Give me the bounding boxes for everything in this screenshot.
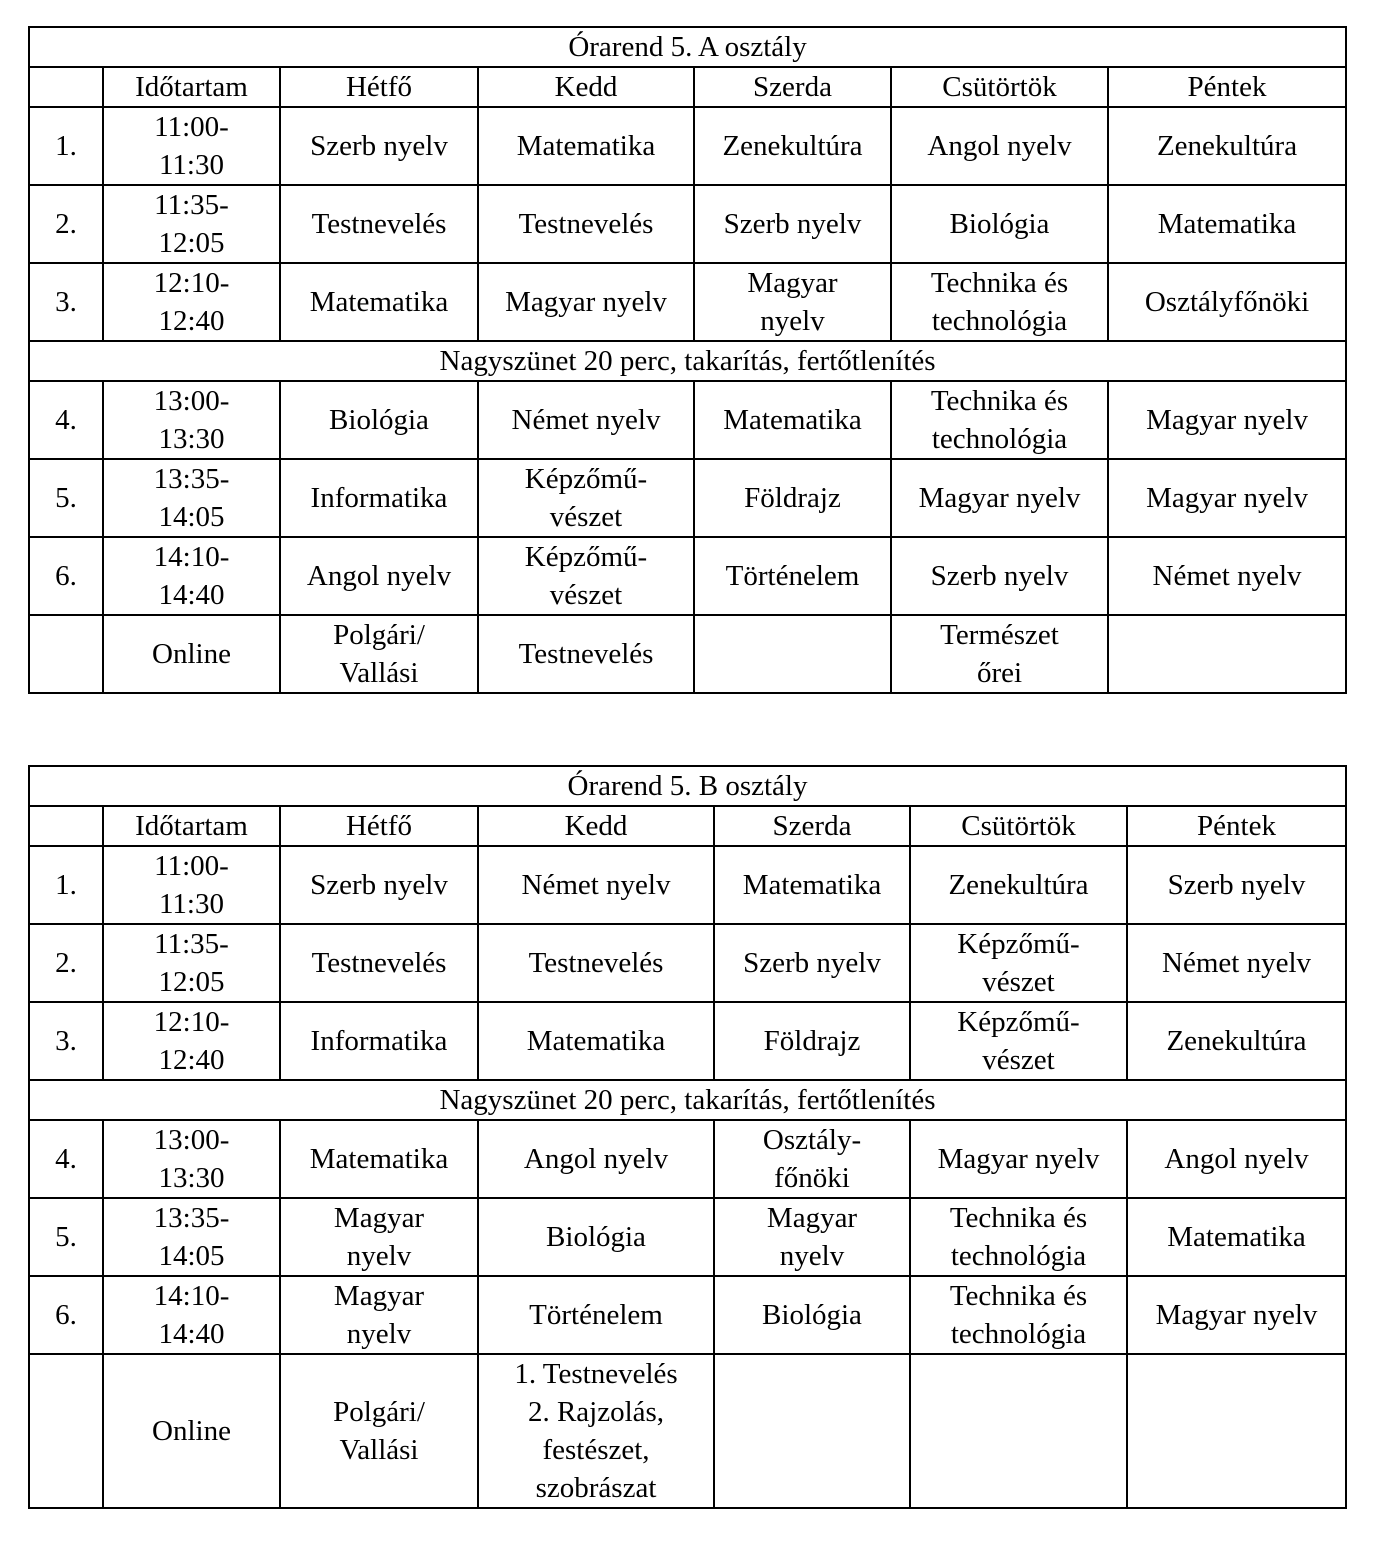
table-row [29, 924, 1346, 1002]
column-header: Szerda [694, 67, 891, 107]
subject-cell: Német nyelv [1108, 537, 1346, 615]
online-row [29, 1354, 1346, 1508]
subject-cell: Földrajz [714, 1002, 910, 1080]
title-row [29, 766, 1346, 806]
time-slot: 13:00- 13:30 [103, 1120, 280, 1198]
subject-cell: Technika és technológia [910, 1276, 1127, 1354]
subject-cell: Testnevelés [478, 924, 714, 1002]
table-row [29, 537, 1346, 615]
online-row [29, 615, 1346, 693]
time-slot: 11:35- 12:05 [103, 924, 280, 1002]
subject-cell: Szerb nyelv [1127, 846, 1346, 924]
period-number: 6. [29, 1276, 103, 1354]
column-header: Péntek [1108, 67, 1346, 107]
period-number: 6. [29, 537, 103, 615]
subject-cell: Képzőmű- vészet [910, 924, 1127, 1002]
time-slot: 14:10- 14:40 [103, 1276, 280, 1354]
subject-cell: Magyar nyelv [1108, 381, 1346, 459]
time-slot: 13:00- 13:30 [103, 381, 280, 459]
title-row [29, 27, 1346, 67]
subject-cell: Testnevelés [280, 924, 478, 1002]
subject-cell: Magyar nyelv [1108, 459, 1346, 537]
subject-cell: Biológia [714, 1276, 910, 1354]
subject-cell: Zenekultúra [1108, 107, 1346, 185]
subject-cell: Testnevelés [280, 185, 478, 263]
subject-cell: Technika és technológia [891, 263, 1108, 341]
subject-cell: Matematika [694, 381, 891, 459]
header-row [29, 67, 1346, 107]
subject-cell: Informatika [280, 1002, 478, 1080]
online-subject-cell: Testnevelés [478, 615, 694, 693]
time-slot: 14:10- 14:40 [103, 537, 280, 615]
table-row [29, 185, 1346, 263]
table-row [29, 263, 1346, 341]
subject-cell: Zenekultúra [910, 846, 1127, 924]
subject-cell: Magyar nyelv [910, 1120, 1127, 1198]
column-header [29, 806, 103, 846]
column-header: Csütörtök [891, 67, 1108, 107]
period-number: 4. [29, 381, 103, 459]
subject-cell: Német nyelv [478, 381, 694, 459]
subject-cell: Képzőmű- vészet [910, 1002, 1127, 1080]
time-slot: 13:35- 14:05 [103, 459, 280, 537]
period-number: 2. [29, 924, 103, 1002]
period-number: 5. [29, 1198, 103, 1276]
time-slot: 11:00- 11:30 [103, 846, 280, 924]
subject-cell: Biológia [280, 381, 478, 459]
subject-cell: Magyar nyelv [891, 459, 1108, 537]
subject-cell: Matematika [280, 263, 478, 341]
subject-cell: Angol nyelv [280, 537, 478, 615]
timetable-5b [28, 765, 1347, 1509]
table-row [29, 1276, 1346, 1354]
period-number: 4. [29, 1120, 103, 1198]
subject-cell: Történelem [478, 1276, 714, 1354]
subject-cell: Szerb nyelv [694, 185, 891, 263]
table-row [29, 459, 1346, 537]
subject-cell: Matematika [478, 107, 694, 185]
subject-cell: Biológia [478, 1198, 714, 1276]
subject-cell: Magyar nyelv [714, 1198, 910, 1276]
subject-cell: Matematika [1127, 1198, 1346, 1276]
column-header: Hétfő [280, 67, 478, 107]
subject-cell: Magyar nyelv [280, 1276, 478, 1354]
online-subject-cell [29, 1354, 103, 1508]
online-subject-cell [714, 1354, 910, 1508]
period-number: 3. [29, 1002, 103, 1080]
time-slot: 11:00- 11:30 [103, 107, 280, 185]
subject-cell: Technika és technológia [910, 1198, 1127, 1276]
subject-cell: Képzőmű- vészet [478, 459, 694, 537]
subject-cell: Angol nyelv [1127, 1120, 1346, 1198]
column-header: Hétfő [280, 806, 478, 846]
subject-cell: Képzőmű- vészet [478, 537, 694, 615]
table-row [29, 1198, 1346, 1276]
header-row [29, 806, 1346, 846]
subject-cell: Szerb nyelv [891, 537, 1108, 615]
subject-cell: Matematika [280, 1120, 478, 1198]
table-title: Órarend 5. A osztály [29, 27, 1346, 67]
online-subject-cell: Polgári/ Vallási [280, 1354, 478, 1508]
column-header: Időtartam [103, 67, 280, 107]
subject-cell: Magyar nyelv [280, 1198, 478, 1276]
table-row [29, 846, 1346, 924]
time-slot: 11:35- 12:05 [103, 185, 280, 263]
column-header: Kedd [478, 806, 714, 846]
subject-cell: Angol nyelv [478, 1120, 714, 1198]
column-header: Péntek [1127, 806, 1346, 846]
time-slot: 13:35- 14:05 [103, 1198, 280, 1276]
subject-cell: Angol nyelv [891, 107, 1108, 185]
subject-cell: Informatika [280, 459, 478, 537]
subject-cell: Szerb nyelv [280, 846, 478, 924]
table-title: Órarend 5. B osztály [29, 766, 1346, 806]
timetable-5b-body [29, 766, 1346, 1508]
time-slot: 12:10- 12:40 [103, 1002, 280, 1080]
subject-cell: Technika és technológia [891, 381, 1108, 459]
table-row [29, 381, 1346, 459]
break-label: Nagyszünet 20 perc, takarítás, fertőtlenítés [29, 341, 1346, 381]
column-header: Csütörtök [910, 806, 1127, 846]
timetable-5a-body [29, 27, 1346, 693]
timetable-5a [28, 26, 1347, 694]
column-header: Kedd [478, 67, 694, 107]
online-label: Online [103, 1354, 280, 1508]
subject-cell: Német nyelv [1127, 924, 1346, 1002]
column-header: Időtartam [103, 806, 280, 846]
online-subject-cell [1127, 1354, 1346, 1508]
break-label: Nagyszünet 20 perc, takarítás, fertőtlenítés [29, 1080, 1346, 1120]
period-number: 1. [29, 107, 103, 185]
period-number: 2. [29, 185, 103, 263]
period-number: 3. [29, 263, 103, 341]
subject-cell: Testnevelés [478, 185, 694, 263]
online-subject-cell: Polgári/ Vallási [280, 615, 478, 693]
table-row [29, 1002, 1346, 1080]
subject-cell: Német nyelv [478, 846, 714, 924]
online-label: Online [103, 615, 280, 693]
subject-cell: Magyar nyelv [694, 263, 891, 341]
period-number: 1. [29, 846, 103, 924]
subject-cell: Szerb nyelv [714, 924, 910, 1002]
table-row [29, 1120, 1346, 1198]
subject-cell: Osztály- főnöki [714, 1120, 910, 1198]
subject-cell: Biológia [891, 185, 1108, 263]
online-subject-cell [29, 615, 103, 693]
table-row [29, 107, 1346, 185]
subject-cell: Földrajz [694, 459, 891, 537]
online-subject-cell: 1. Testnevelés 2. Rajzolás, festészet, szobrászat [478, 1354, 714, 1508]
subject-cell: Osztályfőnöki [1108, 263, 1346, 341]
break-row [29, 1080, 1346, 1120]
online-subject-cell [694, 615, 891, 693]
column-header: Szerda [714, 806, 910, 846]
column-header [29, 67, 103, 107]
subject-cell: Magyar nyelv [478, 263, 694, 341]
subject-cell: Zenekultúra [1127, 1002, 1346, 1080]
subject-cell: Történelem [694, 537, 891, 615]
subject-cell: Matematika [714, 846, 910, 924]
subject-cell: Szerb nyelv [280, 107, 478, 185]
online-subject-cell [910, 1354, 1127, 1508]
online-subject-cell: Természet őrei [891, 615, 1108, 693]
period-number: 5. [29, 459, 103, 537]
break-row [29, 341, 1346, 381]
subject-cell: Matematika [478, 1002, 714, 1080]
online-subject-cell [1108, 615, 1346, 693]
subject-cell: Zenekultúra [694, 107, 891, 185]
time-slot: 12:10- 12:40 [103, 263, 280, 341]
subject-cell: Magyar nyelv [1127, 1276, 1346, 1354]
subject-cell: Matematika [1108, 185, 1346, 263]
